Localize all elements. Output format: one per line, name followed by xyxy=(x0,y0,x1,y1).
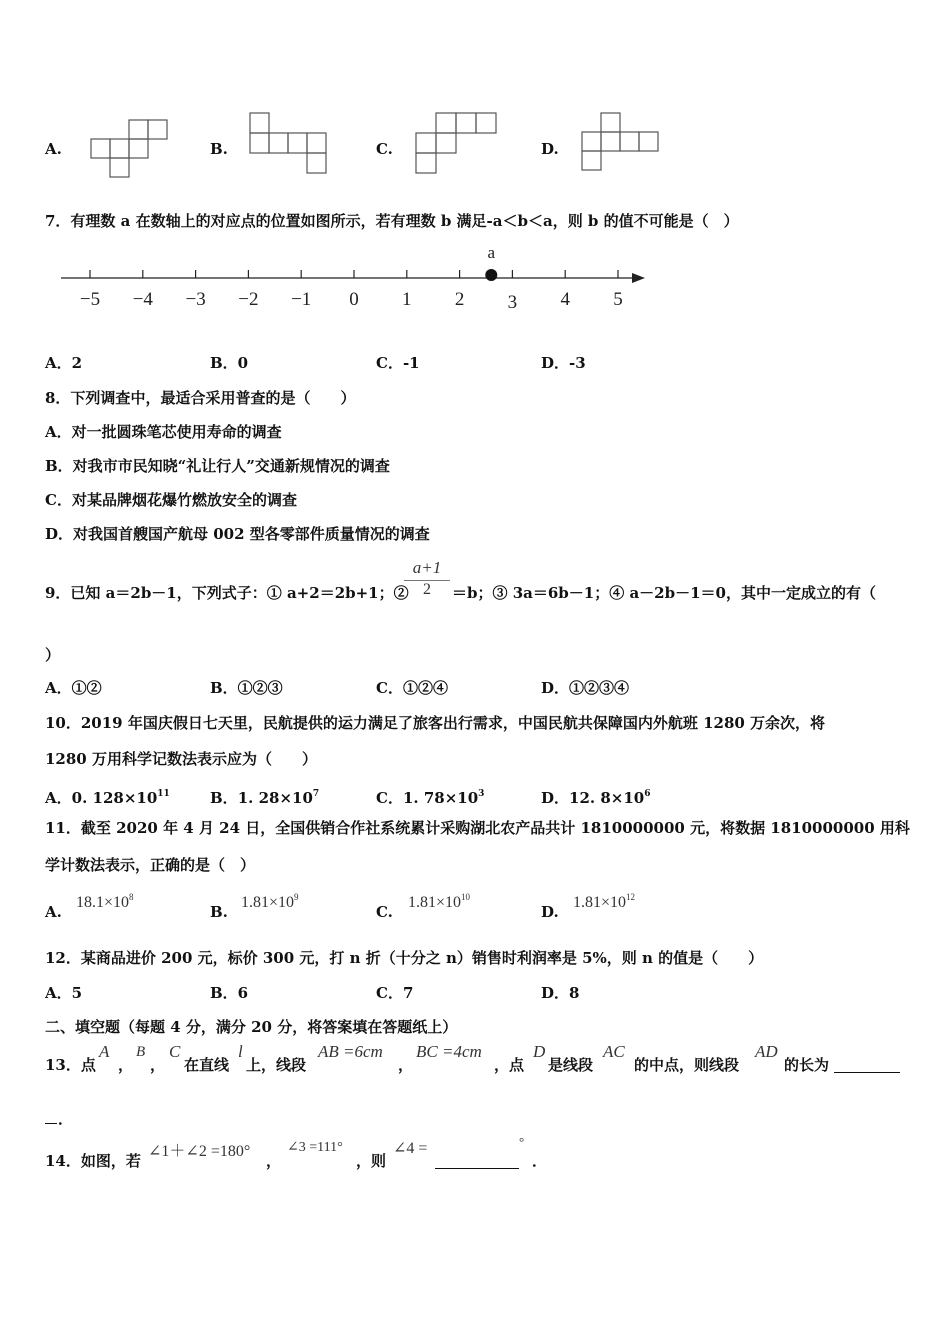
q6-option-c-label: C. xyxy=(376,140,393,158)
q13-comma-3: ， xyxy=(398,1056,414,1074)
q12-option-a: A．5 xyxy=(45,984,83,1002)
q8-stem: 8．下列调查中，最适合采用普查的是（ ） xyxy=(45,389,356,407)
q14-degree: ° xyxy=(519,1134,525,1149)
q10-line2: 1280 万用科学记数法表示应为（ ） xyxy=(45,750,317,768)
q13-ab-length: AB =6cm xyxy=(318,1042,383,1061)
q13-text-3: 上，线段 xyxy=(246,1056,307,1074)
tick-label: 4 xyxy=(560,289,570,310)
q8-option-a: A．对一批圆珠笔芯使用寿命的调查 xyxy=(45,423,282,441)
q7-option-a: A．2 xyxy=(45,354,83,372)
q12-stem: 12．某商品进价 200 元，标价 300 元，打 n 折（十分之 n）销售时利润率是 5%，则 n 的值是（ ） xyxy=(45,949,764,967)
q13-comma-2: ， xyxy=(150,1056,166,1074)
q14-eq-2: ∠3 =111° xyxy=(287,1140,343,1155)
q9-frac-numerator: a+1 xyxy=(404,558,450,581)
q14-comma: ， xyxy=(266,1152,282,1170)
q10-option-b: B．1. $28\times 10^7$ xyxy=(210,789,320,807)
q10-option-c: C．1. $78\times 10^3$ xyxy=(376,789,485,807)
q13-point-d: D xyxy=(533,1042,546,1061)
q11-option-a-value: $18.1\times 10^8$ xyxy=(76,892,134,911)
q11-option-d-value: $1.81\times 10^{12}$ xyxy=(573,892,636,911)
q6-option-c-net xyxy=(412,110,498,178)
q14-answer-blank[interactable] xyxy=(435,1151,519,1169)
q9-frac-denominator: 2 xyxy=(423,581,431,598)
tick-label: −2 xyxy=(238,289,259,310)
q13-text-1: 13．点 xyxy=(45,1056,96,1074)
q12-option-b: B．6 xyxy=(210,984,249,1002)
tick-label: 2 xyxy=(454,289,465,310)
q13-segment-ac: AC xyxy=(603,1042,625,1061)
q8-option-b: B．对我市市民知晓“礼让行人”交通新规情况的调查 xyxy=(45,457,390,475)
q11-option-a-label: A. xyxy=(45,903,62,921)
q9-option-d: D．①②③④ xyxy=(541,679,630,697)
q14-text-2: ，则 xyxy=(356,1152,387,1170)
q13-answer-blank-cont[interactable] xyxy=(45,1107,57,1124)
q11-line1: 11．截至 2020 年 4 月 24 日，全国供销合作社系统累计采购湖北农产品共计 1810000000 元，将数据 1810000000 用科 xyxy=(45,819,910,837)
q11-option-d-label: D. xyxy=(541,903,559,921)
tick-label: −5 xyxy=(79,289,101,310)
q14-text-1: 14．如图，若 xyxy=(45,1152,141,1170)
q13-tail: ． xyxy=(58,1110,74,1128)
q7-option-b: B．0 xyxy=(210,354,249,372)
q6-option-a-net xyxy=(88,118,172,180)
tick-label: −1 xyxy=(291,289,312,310)
q13-text-2: 在直线 xyxy=(184,1056,230,1074)
tick-label: −4 xyxy=(132,289,153,310)
point-a-dot xyxy=(485,269,497,281)
q13-point-a: A xyxy=(99,1042,110,1061)
q11-option-c-value: $1.81\times 10^{10}$ xyxy=(408,892,471,911)
q9-fraction xyxy=(404,558,450,599)
q13-line-l: l xyxy=(238,1042,243,1061)
q13-comma-1: ， xyxy=(118,1056,134,1074)
q13-answer-blank[interactable] xyxy=(834,1055,900,1073)
q13-point-c: C xyxy=(169,1042,181,1061)
q9-stem-after: ＝b；③ 3a＝6b－1；④ a－2b－1＝0，其中一定成立的有（ xyxy=(452,584,876,602)
q13-segment-ad: AD xyxy=(755,1042,778,1061)
q6-option-d-label: D. xyxy=(541,140,559,158)
q13-bc-length: BC =4cm xyxy=(416,1042,482,1061)
tick-label: −3 xyxy=(185,289,206,310)
q7-stem: 7．有理数 a 在数轴上的对应点的位置如图所示，若有理数 b 满足-a＜b＜a，则 b 的值不可能是（ ） xyxy=(45,212,739,230)
tick-label: 3 xyxy=(507,292,518,313)
q10-option-d: D．12. $8\times 10^6$ xyxy=(541,789,651,807)
q11-option-b-value: $1.81\times 10^9$ xyxy=(241,892,299,911)
q7-option-c: C．-1 xyxy=(376,354,420,372)
q14-tail: ． xyxy=(532,1152,548,1170)
q13-text-5: 是线段 xyxy=(548,1056,594,1074)
q10-option-a: A．0. $128\times 10^{11}$ xyxy=(45,789,170,807)
q12-option-d: D．8 xyxy=(541,984,580,1002)
q12-option-c: C．7 xyxy=(376,984,414,1002)
q7-number-line xyxy=(55,238,655,318)
q9-stem-close: ） xyxy=(45,646,61,664)
tick-label: 5 xyxy=(613,289,623,310)
q13-text-6: 的中点，则线段 xyxy=(634,1056,740,1074)
section2-title: 二、填空题（每题 4 分，满分 20 分，将答案填在答题纸上） xyxy=(45,1018,458,1036)
q6-option-a-label: A. xyxy=(45,140,62,158)
q6-option-b-net xyxy=(246,110,334,178)
q9-option-a: A．①② xyxy=(45,679,102,697)
q11-option-c-label: C. xyxy=(376,903,393,921)
q11-line2: 学计数法表示，正确的是（ ） xyxy=(45,856,256,874)
tick-label: 0 xyxy=(349,289,359,310)
q10-line1: 10．2019 年国庆假日七天里，民航提供的运力满足了旅客出行需求，中国民航共保障国内外航班 1280 万余次，将 xyxy=(45,714,826,732)
q6-option-d-net xyxy=(578,110,664,176)
q13-text-4: ，点 xyxy=(494,1056,525,1074)
number-line-arrow xyxy=(632,273,645,283)
q13-text-7: 的长为 xyxy=(784,1056,830,1074)
q8-option-c: C．对某品牌烟花爆竹燃放安全的调查 xyxy=(45,491,297,509)
tick-label: 1 xyxy=(402,289,412,310)
q9-option-c: C．①②④ xyxy=(376,679,448,697)
q9-option-b: B．①②③ xyxy=(210,679,283,697)
point-a-label: a xyxy=(487,243,496,262)
q9-stem-before: 9．已知 a＝2b－1，下列式子：① a+2＝2b+1；② xyxy=(45,584,409,602)
q6-option-b-label: B. xyxy=(210,140,228,158)
q14-eq-1: ∠1＋∠2 =180° xyxy=(148,1143,251,1160)
q7-option-d: D．-3 xyxy=(541,354,586,372)
q13-point-b: B xyxy=(136,1044,146,1060)
q11-option-b-label: B. xyxy=(210,903,228,921)
q14-eq-3: ∠4 = xyxy=(393,1140,428,1157)
q8-option-d: D．对我国首艘国产航母 002 型各零部件质量情况的调查 xyxy=(45,525,430,543)
